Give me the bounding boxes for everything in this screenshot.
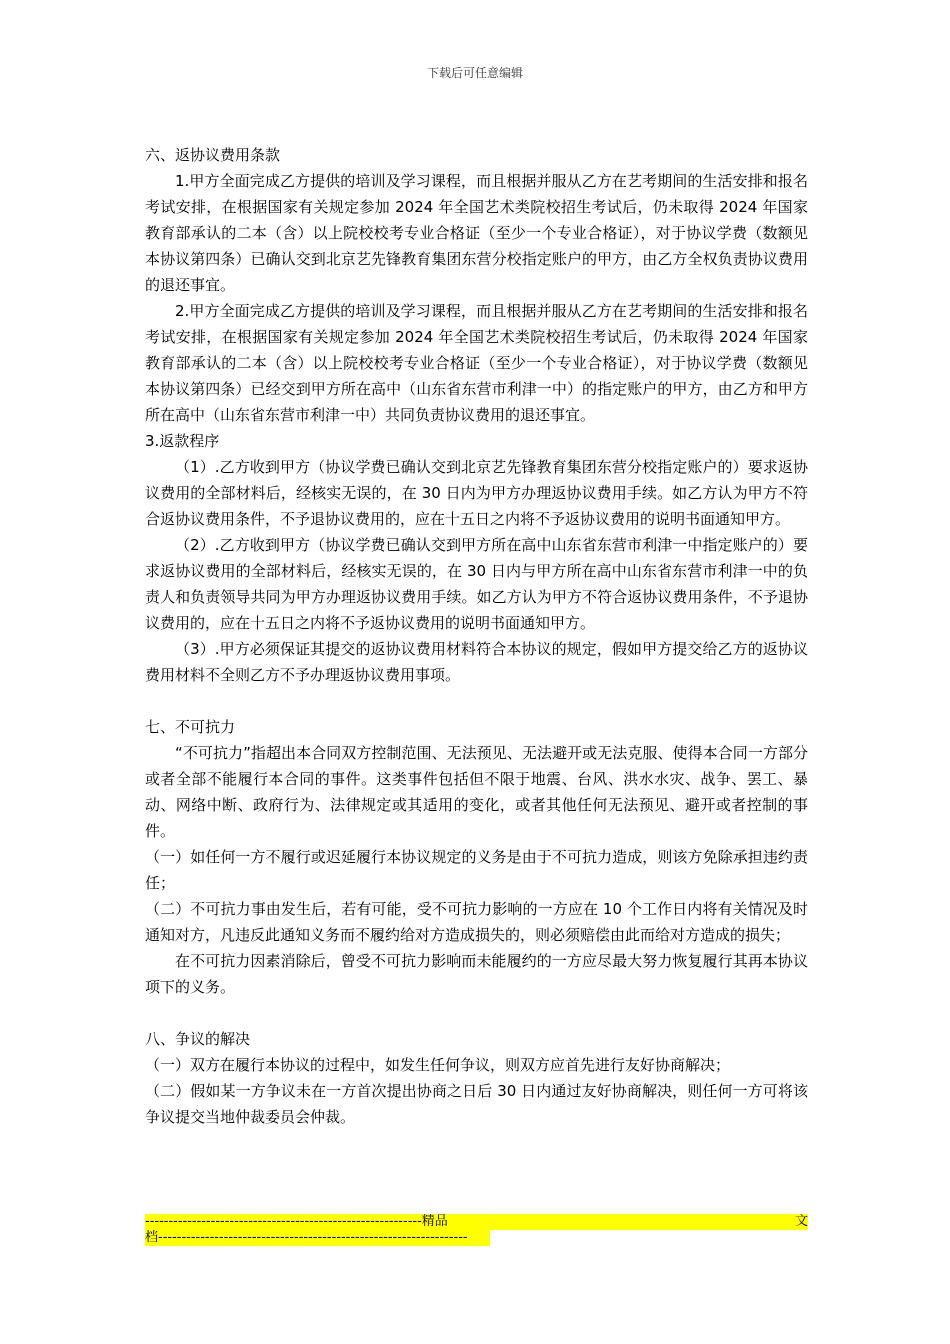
section-6-procedure-1: （1）.乙方收到甲方（协议学费已确认交到北京艺先锋教育集团东营分校指定账户的）要求返协议费用的全部材料后，经核实无误的，在 30 日内为甲方办理返协议费用手续。如乙方认为甲方不符合返协议费用条件，不予退协议费用的，应在十五日之内将不予返协议费用的说明书面通知甲方。 bbox=[145, 458, 808, 528]
section-7-paragraph-3: （二）不可抗力事由发生后，若有可能，受不可抗力影响的一方应在 10 个工作日内将有关情况及时通知对方，凡违反此通知义务而不履约给对方造成损失的，则必须赔偿由此而给对方造成的损失； bbox=[145, 900, 808, 944]
section-8-title: 八、争议的解决 bbox=[145, 1030, 251, 1048]
section-7-title: 七、不可抗力 bbox=[145, 718, 236, 736]
spacer bbox=[145, 688, 808, 714]
section-6-procedure-3: （3）.甲方必须保证其提交的返协议费用材料符合本协议的规定，假如甲方提交给乙方的返协议费用材料不全则乙方不予办理返协议费用事项。 bbox=[145, 640, 808, 684]
section-8-paragraph-2: （二）假如某一方争议未在一方首次提出协商之日后 30 日内通过友好协商解决，则任何一方可将该争议提交当地仲裁委员会仲裁。 bbox=[145, 1082, 808, 1126]
section-6-paragraph-2: 2.甲方全面完成乙方提供的培训及学习课程，而且根据并服从乙方在艺考期间的生活安排和报名考试安排，在根据国家有关规定参加 2024 年全国艺术类院校招生考试后，仍未取得 2024 年国家教育部承认的二本（含）以上院校校考专业合格证（至少一个专业合格证），对于协议学费（数额见本协议第四条）已经交到甲方所在高中（山东省东营市利津一中）的指定账户的甲方，由乙方和甲方所在高中（山东省东营市利津一中）共同负责协议费用的退还事宜。 bbox=[145, 302, 808, 424]
footer-line-1 bbox=[145, 1214, 808, 1230]
section-8-paragraph-1: （一）双方在履行本协议的过程中，如发生任何争议，则双方应首先进行友好协商解决； bbox=[145, 1056, 731, 1074]
footer-char-1: 精 bbox=[421, 1214, 435, 1229]
spacer bbox=[145, 1000, 808, 1026]
section-7-paragraph-2: （一）如任何一方不履行或迟延履行本协议规定的义务是由于不可抗力造成，则该方免除承担违约责任； bbox=[145, 848, 808, 892]
document-body bbox=[145, 142, 808, 1130]
footer-char-2: 品 bbox=[434, 1214, 448, 1229]
section-6-paragraph-1: 1.甲方全面完成乙方提供的培训及学习课程，而且根据并服从乙方在艺考期间的生活安排和报名考试安排，在根据国家有关规定参加 2024 年全国艺术类院校招生考试后，仍未取得 2024 年国家教育部承认的二本（含）以上院校校考专业合格证（至少一个专业合格证），对于协议学费（数额见本协议第四条）已确认交到北京艺先锋教育集团东营分校指定账户的甲方，由乙方全权负责协议费用的退还事宜。 bbox=[145, 172, 808, 294]
page-header: 下载后可任意编辑 bbox=[426, 66, 523, 80]
footer-banner bbox=[145, 1214, 808, 1250]
section-6-procedure-2: （2）.乙方收到甲方（协议学费已确认交到甲方所在高中山东省东营市利津一中指定账户的）要求返协议费用的全部材料后，经核实无误的，在 30 日内与甲方所在高中山东省东营市利津一中的负责人和负责领导共同为甲方办理返协议费用手续。如乙方认为甲方不符合返协议费用条件，不予退协议费用的，应在十五日之内将不予返协议费用的说明书面通知甲方。 bbox=[145, 536, 808, 632]
section-6-refund-procedure-title: 3.返款程序 bbox=[145, 432, 220, 450]
section-7-paragraph-4: 在不可抗力因素消除后，曾受不可抗力影响而未能履约的一方应尽最大努力恢复履行其再本协议项下的义务。 bbox=[145, 952, 808, 996]
section-6-title: 六、返协议费用条款 bbox=[145, 146, 281, 164]
footer-char-3: 文 bbox=[794, 1214, 808, 1229]
section-7-paragraph-1: “不可抗力”指超出本合同双方控制范围、无法预见、无法避开或无法克服、使得本合同一方部分或者全部不能履行本合同的事件。这类事件包括但不限于地震、台风、洪水水灾、战争、罢工、暴动、网络中断、政府行为、法律规定或其适用的变化，或者其他任何无法预见、避开或者控制的事件。 bbox=[145, 744, 808, 840]
footer-dashes: ----------------------------------------------------------- bbox=[145, 1214, 422, 1229]
footer-line-2: 档------------------------------------------------------------------ bbox=[145, 1230, 490, 1246]
